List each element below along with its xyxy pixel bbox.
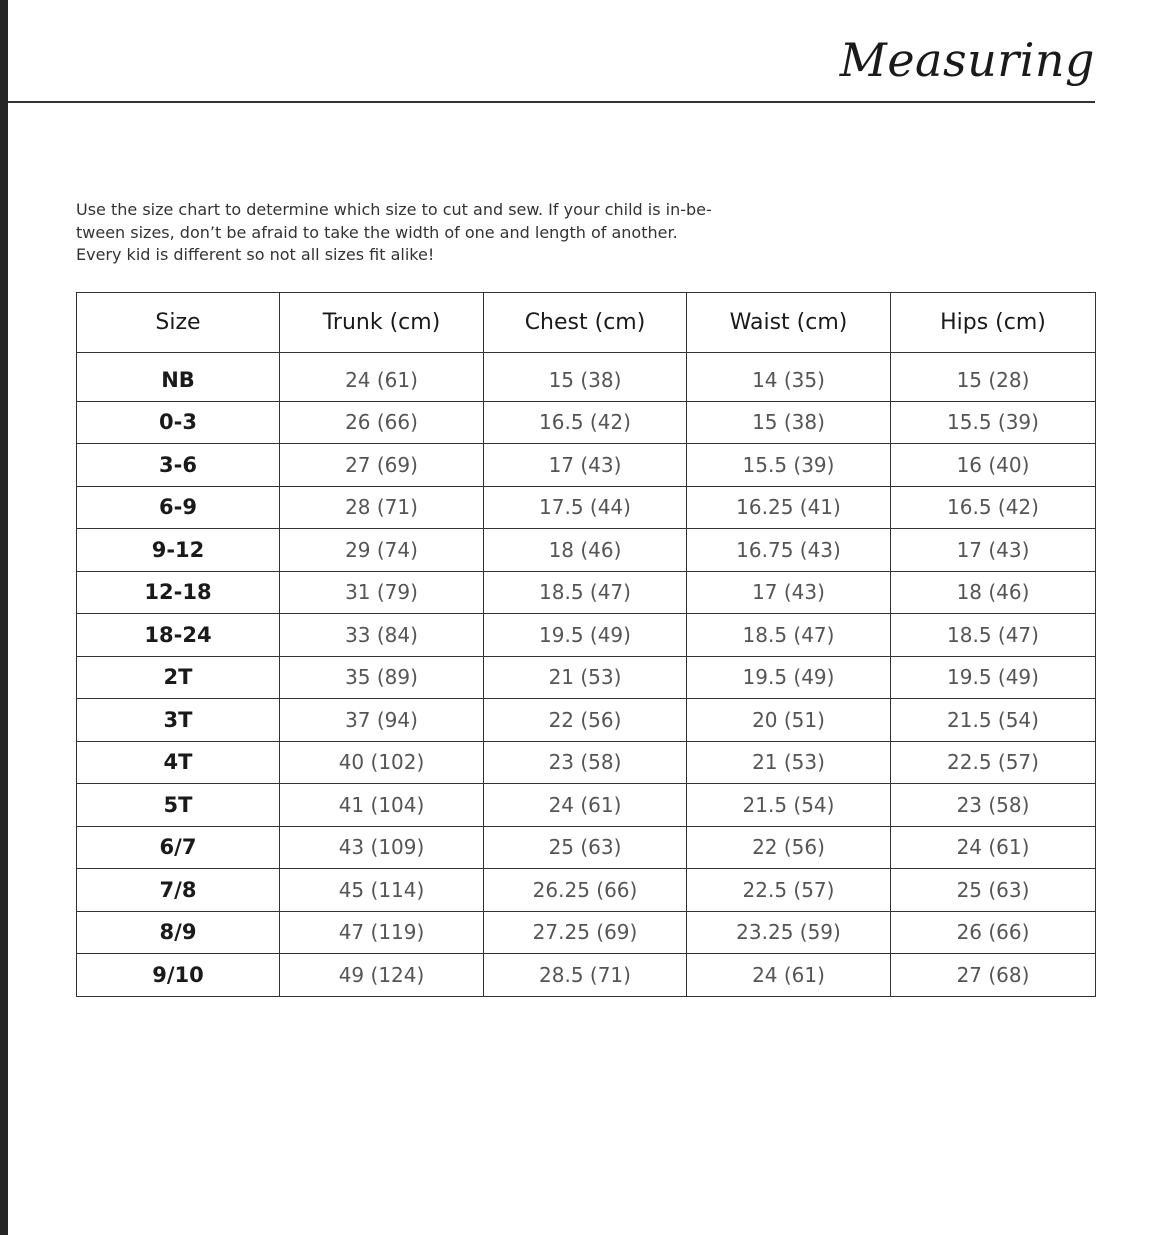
cell-waist: 19.5 (49) <box>687 656 891 699</box>
cell-size: 6/7 <box>77 826 280 869</box>
cell-trunk: 33 (84) <box>280 614 484 657</box>
cell-hips: 26 (66) <box>891 911 1096 954</box>
cell-trunk: 40 (102) <box>280 741 484 784</box>
cell-trunk: 43 (109) <box>280 826 484 869</box>
cell-hips: 15.5 (39) <box>891 401 1096 444</box>
cell-hips: 15 (28) <box>891 353 1096 402</box>
cell-size: 6-9 <box>77 486 280 529</box>
cell-size: NB <box>77 353 280 402</box>
cell-waist: 16.75 (43) <box>687 529 891 572</box>
cell-waist: 21 (53) <box>687 741 891 784</box>
cell-trunk: 37 (94) <box>280 699 484 742</box>
cell-size: 9/10 <box>77 954 280 997</box>
cell-size: 8/9 <box>77 911 280 954</box>
cell-chest: 15 (38) <box>484 353 687 402</box>
cell-chest: 22 (56) <box>484 699 687 742</box>
column-header-hips: Hips (cm) <box>891 293 1096 353</box>
cell-hips: 21.5 (54) <box>891 699 1096 742</box>
cell-trunk: 47 (119) <box>280 911 484 954</box>
cell-waist: 15.5 (39) <box>687 444 891 487</box>
cell-trunk: 24 (61) <box>280 353 484 402</box>
cell-chest: 18.5 (47) <box>484 571 687 614</box>
cell-size: 3T <box>77 699 280 742</box>
cell-chest: 21 (53) <box>484 656 687 699</box>
table-row <box>77 741 1096 784</box>
cell-trunk: 35 (89) <box>280 656 484 699</box>
cell-chest: 17 (43) <box>484 444 687 487</box>
cell-size: 0-3 <box>77 401 280 444</box>
cell-trunk: 41 (104) <box>280 784 484 827</box>
cell-waist: 23.25 (59) <box>687 911 891 954</box>
cell-waist: 22.5 (57) <box>687 869 891 912</box>
cell-hips: 16.5 (42) <box>891 486 1096 529</box>
table-row <box>77 353 1096 402</box>
table-row <box>77 699 1096 742</box>
table-row <box>77 784 1096 827</box>
table-row <box>77 529 1096 572</box>
cell-size: 4T <box>77 741 280 784</box>
cell-hips: 22.5 (57) <box>891 741 1096 784</box>
intro-line: Every kid is different so not all sizes fit alike! <box>76 245 435 264</box>
cell-waist: 16.25 (41) <box>687 486 891 529</box>
cell-waist: 15 (38) <box>687 401 891 444</box>
cell-chest: 24 (61) <box>484 784 687 827</box>
table-row <box>77 869 1096 912</box>
cell-waist: 22 (56) <box>687 826 891 869</box>
column-header-waist: Waist (cm) <box>687 293 891 353</box>
cell-chest: 26.25 (66) <box>484 869 687 912</box>
table-row <box>77 571 1096 614</box>
cell-chest: 28.5 (71) <box>484 954 687 997</box>
cell-chest: 27.25 (69) <box>484 911 687 954</box>
cell-size: 7/8 <box>77 869 280 912</box>
cell-hips: 23 (58) <box>891 784 1096 827</box>
cell-size: 5T <box>77 784 280 827</box>
header-divider <box>8 101 1095 103</box>
cell-hips: 17 (43) <box>891 529 1096 572</box>
intro-text <box>76 199 796 267</box>
cell-hips: 25 (63) <box>891 869 1096 912</box>
table-row <box>77 911 1096 954</box>
table-row <box>77 486 1096 529</box>
cell-waist: 24 (61) <box>687 954 891 997</box>
page-title: Measuring <box>839 33 1095 87</box>
cell-trunk: 31 (79) <box>280 571 484 614</box>
cell-hips: 18 (46) <box>891 571 1096 614</box>
table-header-row <box>77 293 1096 353</box>
size-chart-table <box>76 292 1096 997</box>
column-header-chest: Chest (cm) <box>484 293 687 353</box>
cell-hips: 19.5 (49) <box>891 656 1096 699</box>
cell-size: 18-24 <box>77 614 280 657</box>
cell-hips: 18.5 (47) <box>891 614 1096 657</box>
cell-size: 2T <box>77 656 280 699</box>
table-row <box>77 614 1096 657</box>
table-body <box>77 353 1096 997</box>
cell-hips: 16 (40) <box>891 444 1096 487</box>
cell-waist: 21.5 (54) <box>687 784 891 827</box>
cell-size: 9-12 <box>77 529 280 572</box>
cell-trunk: 29 (74) <box>280 529 484 572</box>
cell-waist: 18.5 (47) <box>687 614 891 657</box>
cell-hips: 24 (61) <box>891 826 1096 869</box>
cell-trunk: 27 (69) <box>280 444 484 487</box>
cell-trunk: 49 (124) <box>280 954 484 997</box>
cell-chest: 17.5 (44) <box>484 486 687 529</box>
cell-trunk: 45 (114) <box>280 869 484 912</box>
intro-line: Use the size chart to determine which size to cut and sew. If your child is in-be- <box>76 200 712 219</box>
column-header-size: Size <box>77 293 280 353</box>
cell-trunk: 26 (66) <box>280 401 484 444</box>
cell-size: 3-6 <box>77 444 280 487</box>
table-row <box>77 656 1096 699</box>
table-row <box>77 401 1096 444</box>
cell-chest: 16.5 (42) <box>484 401 687 444</box>
cell-size: 12-18 <box>77 571 280 614</box>
cell-chest: 18 (46) <box>484 529 687 572</box>
cell-waist: 14 (35) <box>687 353 891 402</box>
column-header-trunk: Trunk (cm) <box>280 293 484 353</box>
left-edge-bar <box>0 0 8 1235</box>
table-row <box>77 444 1096 487</box>
cell-waist: 17 (43) <box>687 571 891 614</box>
table-row <box>77 826 1096 869</box>
cell-waist: 20 (51) <box>687 699 891 742</box>
table-row <box>77 954 1096 997</box>
cell-chest: 25 (63) <box>484 826 687 869</box>
cell-hips: 27 (68) <box>891 954 1096 997</box>
cell-trunk: 28 (71) <box>280 486 484 529</box>
cell-chest: 19.5 (49) <box>484 614 687 657</box>
cell-chest: 23 (58) <box>484 741 687 784</box>
intro-line: tween sizes, don’t be afraid to take the width of one and length of another. <box>76 222 678 242</box>
